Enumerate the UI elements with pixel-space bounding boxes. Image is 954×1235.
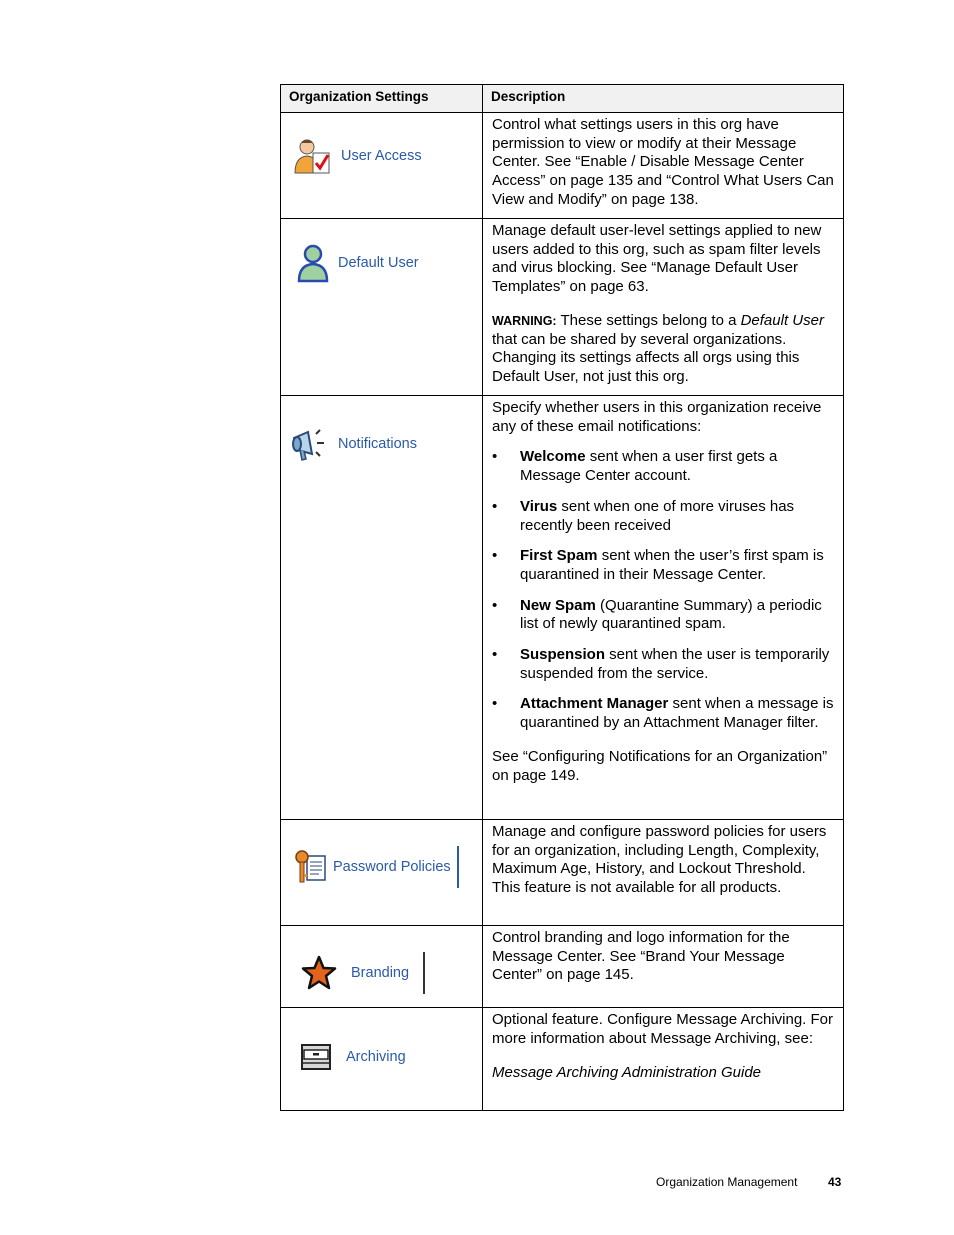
guide-title: Message Archiving Administration Guide [492, 1064, 762, 1082]
table-row [281, 926, 844, 1008]
branding-button[interactable] [301, 952, 425, 994]
table-row [281, 219, 844, 396]
footer-section-title: Organization Management [656, 1175, 798, 1189]
setting-cell-notifications [281, 396, 483, 820]
table-row [281, 820, 844, 926]
divider [457, 846, 459, 888]
list-item: • Attachment Manager sent when a message is quarantined by an Attachment Manager filter. [492, 695, 835, 732]
archiving-description: Optional feature. Configure Message Archiving. For more information about Message Archiving, see: Message Archiving Administration Guide [483, 1008, 844, 1111]
notifications-description: Specify whether users in this organization receive any of these email notifications: • Welcome sent when a user first gets a Message Center account. • Virus sent when one of more viruses has recently been received • First Spam sent when the user’s first spam is quarantined in their Message Center. • New Spam (Quarantine Summary) a periodic list of newly quarantined spam. • Suspension sent when the user is temporarily suspended from the service. • Attachment Manager sent when a message is quarantined by an Attachment Manager filter. See “Configuring Notifications for an Organization” on page 149. [483, 396, 844, 820]
notifications-label: Notifications [338, 436, 417, 452]
password-policies-description: Manage and configure password policies for users for an organization, including Length, Complexity, Maximum Age, History, and Lockout Threshold. This feature is not available for all products. [483, 820, 844, 926]
archiving-button[interactable] [300, 1042, 406, 1072]
col-header-description: Description [483, 85, 844, 113]
setting-cell-branding [281, 926, 483, 1008]
table-header-row [281, 85, 844, 113]
col-header-settings: Organization Settings [281, 85, 483, 113]
notification-list [492, 448, 835, 732]
default-user-button[interactable] [296, 243, 419, 283]
divider [423, 952, 425, 994]
user-access-label: User Access [341, 148, 422, 164]
warning-note: WARNING: These settings belong to a Default User that can be shared by several organizations. Changing its settings affects all orgs using this Default User, not just this org. [492, 311, 824, 385]
notifications-button[interactable] [290, 424, 417, 464]
default-user-label: Default User [338, 255, 419, 271]
list-item: • First Spam sent when the user’s first spam is quarantined in their Message Center. [492, 547, 835, 584]
setting-cell-default-user [281, 219, 483, 396]
table-row [281, 396, 844, 820]
setting-cell-archiving [281, 1008, 483, 1111]
list-item: • Virus sent when one of more viruses has recently been received [492, 498, 835, 535]
star-icon [301, 955, 337, 991]
list-item: • Welcome sent when a user first gets a Message Center account. [492, 448, 835, 485]
table-row [281, 113, 844, 219]
user-access-button[interactable] [293, 137, 422, 175]
page-number: 43 [828, 1175, 842, 1189]
page-footer [656, 1175, 842, 1189]
settings-table [280, 84, 844, 1111]
table-row [281, 1008, 844, 1111]
default-user-description: Manage default user-level settings applied to new users added to this org, such as spam filter levels and virus blocking. See “Manage Default User Templates” on page 63. WARNING: These settings belong to a Default User that can be shared by several organizations. Changing its settings affects all orgs using this Default User, not just this org. [483, 219, 844, 396]
password-policies-label: Password Policies [333, 859, 451, 875]
archive-box-icon [300, 1042, 332, 1072]
key-document-icon [293, 848, 329, 886]
archiving-label: Archiving [346, 1049, 406, 1065]
user-access-icon [293, 137, 333, 175]
user-access-description: Control what settings users in this org have permission to view or modify at their Message Center. See “Enable / Disable Message Center Access” on page 135 and “Control What Users Can View and Modify” on page 138. [483, 113, 844, 219]
megaphone-icon [290, 424, 330, 464]
list-item: • New Spam (Quarantine Summary) a periodic list of newly quarantined spam. [492, 597, 835, 634]
branding-description: Control branding and logo information for the Message Center. See “Brand Your Message Center” on page 145. [483, 926, 844, 1008]
password-policies-button[interactable] [293, 846, 459, 888]
setting-cell-user-access [281, 113, 483, 219]
default-user-icon [296, 243, 330, 283]
branding-label: Branding [351, 965, 410, 981]
setting-cell-password-policies [281, 820, 483, 926]
list-item: • Suspension sent when the user is temporarily suspended from the service. [492, 646, 835, 683]
